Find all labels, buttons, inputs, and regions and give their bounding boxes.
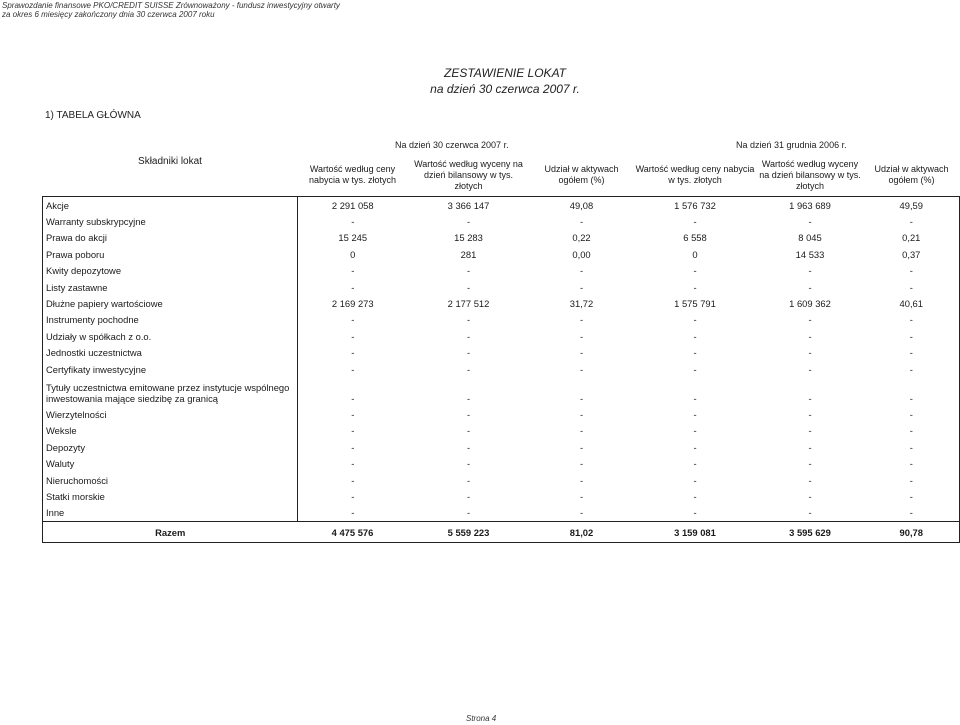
row-label: Listy zastawne [43,279,298,295]
cell-value: - [579,408,584,420]
cell-value: - [808,458,812,470]
cell-value: 49,59 [864,197,960,214]
cell-value: 40,61 [864,295,960,311]
cell-value: - [351,408,355,420]
cell-value: - [808,490,812,502]
cell-value: - [466,425,471,437]
cell-value: - [466,490,471,502]
column-header: Wartość według ceny nabycia w tys. złotych [308,164,397,185]
column-header: Wartość według ceny nabycia w tys. złotych [635,164,755,185]
cell-value: - [864,377,960,406]
cell-value: - [579,330,584,342]
cell-value: - [808,408,812,420]
cell-value: 0 [350,248,356,260]
cell-value: - [693,490,697,502]
cell-value: - [693,216,697,228]
cell-value: - [351,281,355,293]
report-title: ZESTAWIENIE LOKAT [443,66,567,80]
table-row [43,439,960,455]
total-value: 3 595 629 [757,522,864,543]
row-label: Dłużne papiery wartościowe [43,295,298,311]
cell-value: - [808,314,812,326]
cell-value: 2 291 058 [298,197,408,214]
cell-value: - [579,265,584,277]
table-row [43,505,960,522]
cell-value: 0,00 [572,248,591,260]
section-title: 1) TABELA GŁÓWNA [45,110,141,121]
cell-value: - [808,330,812,342]
row-label: Udziały w spółkach z o.o. [43,328,298,344]
cell-value: - [466,458,471,470]
cell-value: - [351,330,355,342]
cell-value: - [579,490,584,502]
cell-value: - [579,474,584,486]
cell-value: - [466,314,471,326]
cell-value: - [693,314,697,326]
cell-value: - [408,505,530,522]
investment-table [42,154,960,543]
table-row [43,345,960,361]
total-value: 4 475 576 [298,522,408,543]
table-row [43,213,960,229]
cell-value: - [579,393,584,405]
row-label: Statki morskie [43,488,298,504]
table-row [43,230,960,246]
cell-value: - [466,330,471,342]
cell-value: - [808,363,812,375]
cell-value: - [466,474,471,486]
page-number: Strona 4 [466,714,497,723]
cell-value: 1 576 732 [634,197,757,214]
cell-value: - [864,439,960,455]
table-row [43,406,960,422]
cell-value: - [351,441,355,453]
row-label: Akcje [43,197,298,214]
table-row [43,361,960,377]
cell-value: - [351,314,355,326]
table-body [43,197,960,543]
row-label: Certyfikaty inwestycyjne [43,361,298,377]
cell-value: 1 575 791 [674,298,716,310]
cell-value: 0,21 [864,230,960,246]
row-label: Weksle [43,423,298,439]
cell-value: 281 [460,248,477,260]
cell-value: - [693,281,697,293]
row-label: Kwity depozytowe [43,263,298,279]
cell-value: - [579,363,584,375]
cell-value: - [351,490,355,502]
cell-value: - [351,347,355,359]
table-row [43,246,960,262]
cell-value: - [351,425,355,437]
column-header: Wartość według wyceny na dzień bilansowy w tys. złotych [759,158,861,191]
document-header-line-1: Sprawozdanie finansowe PKO/CREDIT SUISSE Zrównoważony - fundusz inwestycyjny otwarty [2,1,340,10]
cell-value: - [864,328,960,344]
cell-value: - [579,441,584,453]
table-row [43,472,960,488]
document-header-line-2: za okres 6 miesięcy zakończony dnia 30 czerwca 2007 roku [2,10,215,19]
row-label: Jednostki uczestnictwa [43,345,298,361]
cell-value: - [351,474,355,486]
cell-value: - [466,441,471,453]
cell-value: 1 963 689 [757,197,864,214]
cell-value: - [864,505,960,522]
cell-value: - [693,363,697,375]
period-current-label: Na dzień 30 czerwca 2007 r. [395,140,509,150]
cell-value: - [693,265,697,277]
cell-value: - [864,423,960,439]
cell-value: - [351,216,355,228]
row-label: Instrumenty pochodne [43,312,298,328]
column-header: Udział w aktywach ogółem (%) [874,164,949,185]
cell-value: 0,22 [572,232,591,244]
cell-value: - [757,505,864,522]
row-label: Nieruchomości [43,472,298,488]
cell-value: - [808,425,812,437]
cell-value: - [808,347,812,359]
cell-value: - [466,281,471,293]
cell-value: - [579,458,584,470]
cell-value: 0 [692,248,698,260]
cell-value: - [466,393,471,405]
total-value: 90,78 [864,522,960,543]
cell-value: 3 366 147 [408,197,530,214]
cell-value: - [693,441,697,453]
cell-value: 14 533 [795,248,825,260]
cell-value: - [351,458,355,470]
cell-value: - [864,345,960,361]
column-header: Udział w aktywach ogółem (%) [544,164,619,185]
cell-value: - [298,505,408,522]
total-row [43,522,960,543]
cell-value: - [864,488,960,504]
report-date: na dzień 30 czerwca 2007 r. [430,82,580,96]
cell-value: - [693,425,697,437]
table-row [43,423,960,439]
cell-value: - [579,216,584,228]
table-row [43,263,960,279]
cell-value: - [808,216,812,228]
cell-value: 0,37 [864,246,960,262]
cell-value: - [693,408,697,420]
table-row [43,328,960,344]
cell-value: 15 245 [338,232,368,244]
table-row [43,312,960,328]
cell-value: - [351,393,355,405]
row-label: Waluty [43,455,298,471]
cell-value: 8 045 [798,232,822,244]
row-label: Wierzytelności [43,406,298,422]
cell-value: - [808,393,812,405]
cell-value: - [693,458,697,470]
period-previous-label: Na dzień 31 grudnia 2006 r. [736,140,847,150]
table-row [43,295,960,311]
table-row [43,488,960,504]
cell-value: - [808,265,812,277]
cell-value: 15 283 [454,232,483,244]
cell-value: - [579,314,584,326]
table-row [43,197,960,214]
cell-value: - [579,281,584,293]
total-label: Razem [43,522,298,543]
cell-value: 2 169 273 [331,298,374,310]
cell-value: - [693,474,697,486]
cell-value: - [864,455,960,471]
cell-value: - [864,263,960,279]
row-label: Inne [43,505,298,522]
cell-value: - [579,347,584,359]
cell-value: - [864,361,960,377]
cell-value: - [693,393,697,405]
total-value: 81,02 [530,522,634,543]
cell-value: 6 558 [683,232,707,244]
table-row [43,377,960,406]
total-value: 5 559 223 [408,522,530,543]
row-label: Prawa do akcji [43,230,298,246]
cell-value: 1 609 362 [789,298,831,310]
cell-value: - [864,213,960,229]
cell-value: - [466,265,471,277]
cell-value: - [808,441,812,453]
cell-value: 31,72 [569,298,594,310]
table-row [43,455,960,471]
cell-value: 2 177 512 [447,298,490,310]
cell-value: - [466,408,471,420]
table-header-row [43,154,960,197]
cell-value: - [466,347,471,359]
row-label: Prawa poboru [43,246,298,262]
cell-value: - [808,281,812,293]
cell-value: - [808,474,812,486]
cell-value: - [864,279,960,295]
cell-value: - [351,265,355,277]
cell-value: - [466,363,471,375]
column-header: Składniki lokat [138,156,202,167]
cell-value: - [634,505,757,522]
cell-value: - [864,472,960,488]
cell-value: - [579,425,584,437]
cell-value: - [864,406,960,422]
cell-value: - [864,312,960,328]
total-value: 3 159 081 [634,522,757,543]
cell-value: 49,08 [530,197,634,214]
cell-value: - [530,505,634,522]
cell-value: - [693,347,697,359]
table-row [43,279,960,295]
cell-value: - [351,363,355,375]
row-label: Depozyty [43,439,298,455]
row-label: Warranty subskrypcyjne [43,213,298,229]
cell-value: - [466,216,471,228]
cell-value: - [693,330,697,342]
row-label: Tytuły uczestnictwa emitowane przez instytucje wspólnego inwestowania mające siedzibę za granicą [43,377,298,406]
column-header: Wartość według wyceny na dzień bilansowy w tys. złotych [414,158,523,191]
